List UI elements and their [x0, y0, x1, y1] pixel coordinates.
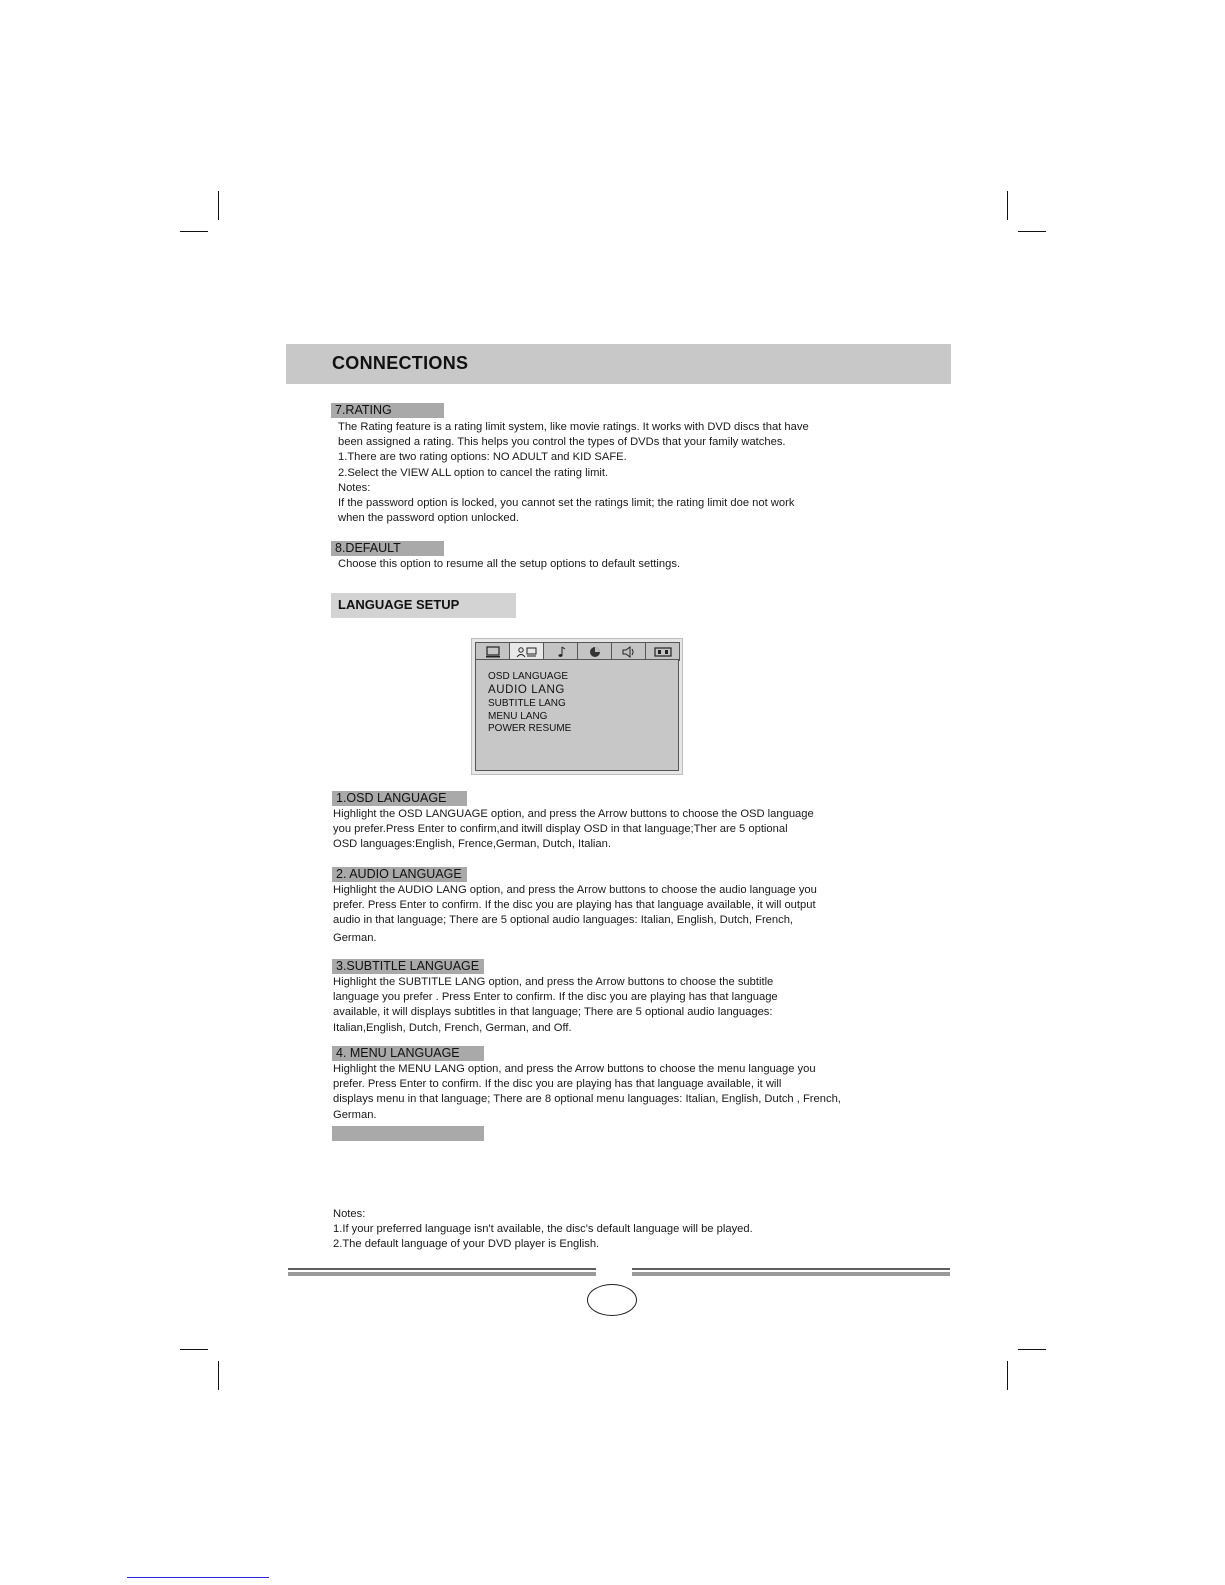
section-header-bar: [286, 344, 951, 384]
menu-language-paragraph: [333, 1062, 841, 1123]
crop-mark: [180, 231, 208, 232]
text-line: German.: [333, 1108, 377, 1121]
footer-rule: [632, 1272, 950, 1276]
default-heading: 8.DEFAULT: [331, 541, 444, 556]
text-line: 2.The default language of your DVD player is English.: [333, 1238, 600, 1251]
crop-mark: [1007, 191, 1008, 220]
osd-language-paragraph: [333, 807, 814, 853]
text-line: 1.There are two rating options: NO ADULT and KID SAFE.: [338, 451, 627, 464]
subtitle-language-heading: 3.SUBTITLE LANGUAGE: [332, 959, 484, 974]
text-line: Italian,English, Dutch, French, German, and Off.: [333, 1021, 572, 1034]
text-line: audio in that language; There are 5 optional audio languages: Italian, English, Dutch, French,: [333, 914, 794, 927]
text-line: 2.Select the VIEW ALL option to cancel the rating limit.: [338, 466, 609, 479]
crop-mark: [180, 1349, 208, 1350]
osd-menu-item: SUBTITLE LANG: [488, 698, 566, 709]
rating-heading: 7.RATING: [331, 403, 444, 418]
notes-paragraph: [333, 1207, 753, 1253]
crop-mark: [1007, 1361, 1008, 1390]
audio-language-paragraph: [333, 883, 817, 946]
osd-menu-panel: [475, 659, 679, 771]
crop-mark: [1018, 231, 1046, 232]
blank-heading-bar: [332, 1126, 484, 1141]
text-line: prefer. Press Enter to confirm. If the disc you are playing has that language available, it will: [333, 1078, 782, 1091]
text-line: Highlight the SUBTITLE LANG option, and press the Arrow buttons to choose the subtitle: [333, 976, 774, 988]
footer-rule: [288, 1268, 596, 1270]
text-line: Highlight the AUDIO LANG option, and press the Arrow buttons to choose the audio language you: [333, 884, 817, 896]
subtitle-language-paragraph: [333, 975, 778, 1036]
text-line: If the password option is locked, you cannot set the ratings limit; the rating limit doe not work: [338, 496, 795, 509]
text-line: you prefer.Press Enter to confirm,and itwill display OSD in that language;Ther are 5 optional: [333, 823, 788, 836]
link-underline: [127, 1577, 269, 1578]
text-line: prefer. Press Enter to confirm. If the disc you are playing has that language available, it will output: [333, 899, 816, 912]
text-line: Highlight the OSD LANGUAGE option, and press the Arrow buttons to choose the OSD language: [333, 808, 814, 820]
text-line: OSD languages:English, Frence,German, Dutch, Italian.: [333, 838, 611, 851]
text-line: been assigned a rating. This helps you control the types of DVDs that your family watches.: [338, 436, 786, 449]
text-line: language you prefer . Press Enter to confirm. If the disc you are playing has that language: [333, 991, 778, 1004]
page-number-oval: [587, 1284, 637, 1316]
footer-rule: [632, 1268, 950, 1270]
text-line: Notes:: [333, 1208, 366, 1220]
text-line: Choose this option to resume all the setup options to default settings.: [338, 558, 681, 570]
text-line: displays menu in that language; There are 8 optional menu languages: Italian, English, Dutch , French,: [333, 1093, 841, 1106]
osd-menu-item: OSD LANGUAGE: [488, 671, 569, 682]
osd-language-heading: 1.OSD LANGUAGE: [332, 791, 467, 806]
text-line: Notes:: [338, 481, 371, 494]
page-title: CONNECTIONS: [332, 353, 469, 373]
text-line: Highlight the MENU LANG option, and press the Arrow buttons to choose the menu language you: [333, 1063, 816, 1075]
text-line: German.: [333, 931, 377, 944]
osd-menu-item: AUDIO LANG: [488, 684, 565, 696]
menu-language-heading: 4. MENU LANGUAGE: [332, 1046, 484, 1061]
rating-paragraph: [338, 420, 809, 526]
text-line: when the password option unlocked.: [338, 512, 519, 525]
text-line: 1.If your preferred language isn't available, the disc's default language will be played.: [333, 1223, 753, 1236]
text-line: available, it will displays subtitles in that language; There are 5 optional audio languages:: [333, 1006, 773, 1019]
default-paragraph: [338, 557, 680, 572]
language-setup-heading: LANGUAGE SETUP: [331, 593, 516, 618]
osd-menu-screenshot: [471, 638, 683, 775]
audio-language-heading: 2. AUDIO LANGUAGE: [332, 867, 467, 882]
osd-menu-item: MENU LANG: [488, 711, 548, 722]
footer-rule: [288, 1272, 596, 1276]
text-line: The Rating feature is a rating limit system, like movie ratings. It works with DVD discs that have: [338, 421, 809, 433]
crop-mark: [1018, 1349, 1046, 1350]
osd-menu-item: POWER RESUME: [488, 723, 572, 734]
crop-mark: [218, 191, 219, 220]
crop-mark: [218, 1361, 219, 1390]
